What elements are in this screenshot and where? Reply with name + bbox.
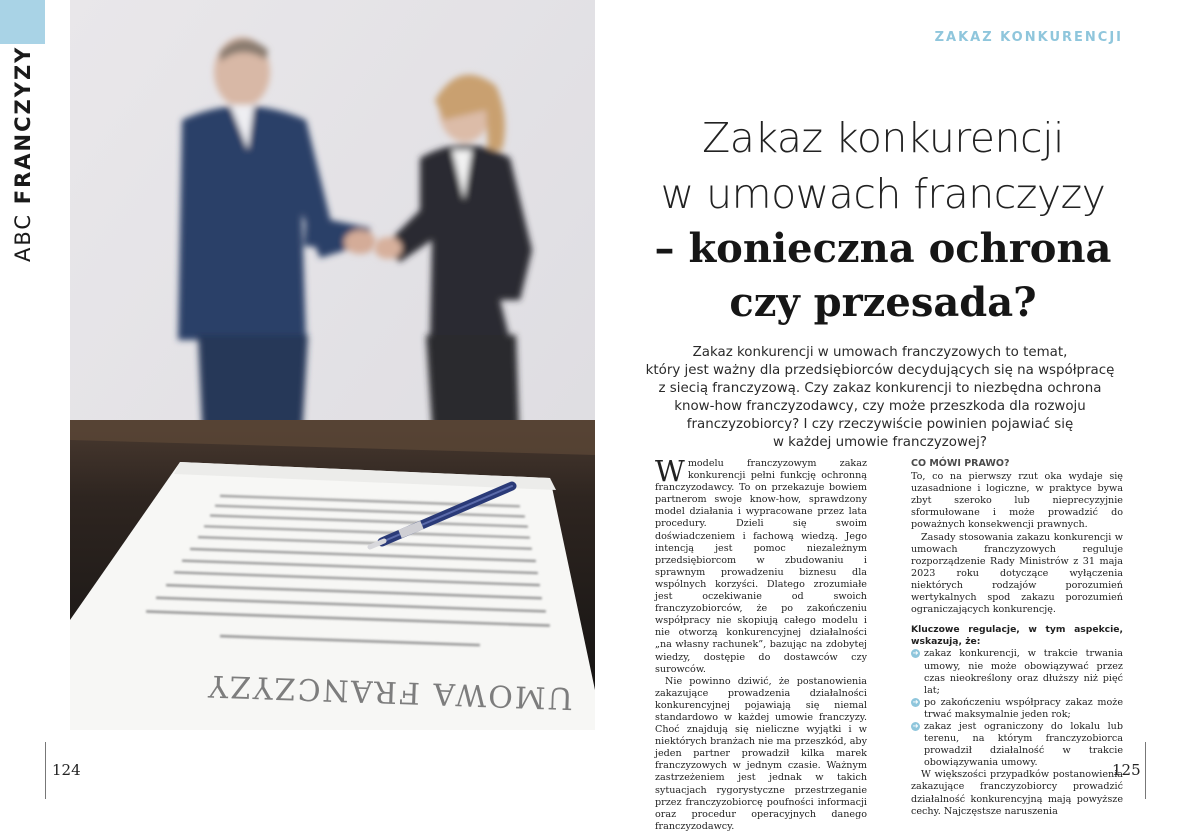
list-item xyxy=(911,697,1123,721)
list-item-text: zakaz konkurencji, w trakcie trwania umowy, nie może obowiązywać przez czas nieokreślony oraz dłuższy niż pięć lat; xyxy=(924,648,1123,696)
list-intro: Kluczowe regulacje, w tym aspekcie, wskazują, że: xyxy=(911,624,1123,648)
lead-line: Zakaz konkurencji w umowach franczyzowych to temat, xyxy=(692,345,1068,360)
list-item-text: po zakończeniu współpracy zakaz może trwać maksymalnie jeden rok; xyxy=(924,696,1123,720)
paragraph-text: modelu franczyzowym zakaz konkurencji pełni funkcję ochronną franczyzodawcy. To on przekazuje bowiem partnerom swoje know-how, sprawdzony model działania i wypracowane przez lata procedury. Dzieli się swoim doświadczeniem i fachową wiedzą. Jego intencją jest pomoc niezależnym przedsiębiorcom w zbudowaniu i sprawnym prowadzeniu biznesu dla wspólnych korzyści. Dlatego zrozumiałe jest oczekiwanie od swoich franczyzobiorców, że po zakończeniu współpracy nie skopiują całego modelu i nie otworzą konkurencyjnej działalności „na własny rachunek”, bazując na zdobytej wiedzy, dostępie do dostawców czy surowców. xyxy=(655,458,867,675)
page-rule-left xyxy=(45,742,46,799)
handshake-photo xyxy=(70,0,595,730)
lead-line: który jest ważny dla przedsiębiorców decydujących się na współpracę xyxy=(645,363,1115,378)
arrow-bullet-icon: ➜ xyxy=(912,721,919,730)
regulation-list xyxy=(911,648,1123,769)
article-lead xyxy=(630,344,1130,452)
list-item xyxy=(911,648,1123,696)
series-label-light: ABC xyxy=(11,212,35,262)
drop-cap: W xyxy=(655,454,685,488)
title-line-2: w umowach franczyzy xyxy=(660,170,1106,218)
body-column-1 xyxy=(655,454,867,833)
title-line-3: – konieczna ochrona xyxy=(654,225,1112,272)
body-paragraph: Nie powinno dziwić, że postanowienia zakazujące prowadzenia działalności konkurencyjnej pojawiają się niemal standardowo w każdej umowie franczyzy. Choć znajdują się nieliczne wyjątki i w niektórych branżach nie ma przeszkód, aby jeden partner prowadził kilka marek franczyzowych w jednym czasie. Ważnym zastrzeżeniem jest jednak w takich sytuacjach rygorystyczne przestrzeganie przez franczyzobiorcę poufności informacji oraz procedur operacyjnych danego franczyzodawcy. xyxy=(655,675,867,832)
series-label xyxy=(5,2,41,262)
lead-line: z siecią franczyzową. Czy zakaz konkurencji to niezbędna ochrona xyxy=(658,381,1102,396)
body-column-2 xyxy=(911,458,1123,818)
lead-line: franczyzobiorcy? I czy rzeczywiście powinien pojawiać się xyxy=(686,417,1074,432)
contract-heading: UMOWA FRANCZYZY xyxy=(205,667,574,716)
list-item-text: zakaz jest ograniczony do lokalu lub terenu, na którym franczyzobiorca prowadził działalność w trakcie obowiązywania umowy. xyxy=(924,720,1123,769)
subheading: CO MÓWI PRAWO? xyxy=(911,458,1010,469)
page-number-left: 124 xyxy=(52,761,81,779)
title-line-1: Zakaz konkurencji xyxy=(702,114,1064,162)
title-line-4: czy przesada? xyxy=(729,279,1037,326)
page-number-right: 125 xyxy=(1112,761,1141,779)
body-paragraph: Zasady stosowania zakazu konkurencji w umowach franczyzowych reguluje rozporządzenie Rady Ministrów z 31 maja 2023 roku dotyczące wyłączenia niektórych rodzajów porozumień wertykalnych spod zakazu porozumień ograniczających konkurencję. xyxy=(911,531,1123,616)
list-item xyxy=(911,721,1123,769)
arrow-bullet-icon: ➜ xyxy=(912,649,919,658)
page-rule-right xyxy=(1145,742,1146,799)
article-title xyxy=(618,110,1148,330)
body-paragraph: To, co na pierwszy rzut oka wydaje się uzasadnione i logiczne, w praktyce bywa zbyt szeroko lub nieprecyzyjnie sformułowane i może prowadzić do poważnych konsekwencji prawnych. xyxy=(911,471,1123,531)
arrow-bullet-icon: ➜ xyxy=(912,697,919,706)
lead-line: know-how franczyzodawcy, czy może przeszkoda dla rozwoju xyxy=(674,399,1086,414)
body-paragraph xyxy=(655,454,867,676)
section-tag: ZAKAZ KONKURENCJI xyxy=(934,30,1123,45)
series-label-bold: FRANCZYZY xyxy=(11,45,35,205)
body-paragraph: W większości przypadków postanowienia zakazujące franczyzobiorcy prowadzić działalność konkurencyjną mają powyższe cechy. Najczęstsze naruszenia xyxy=(911,769,1123,817)
lead-line: w każdej umowie franczyzowej? xyxy=(772,435,988,450)
